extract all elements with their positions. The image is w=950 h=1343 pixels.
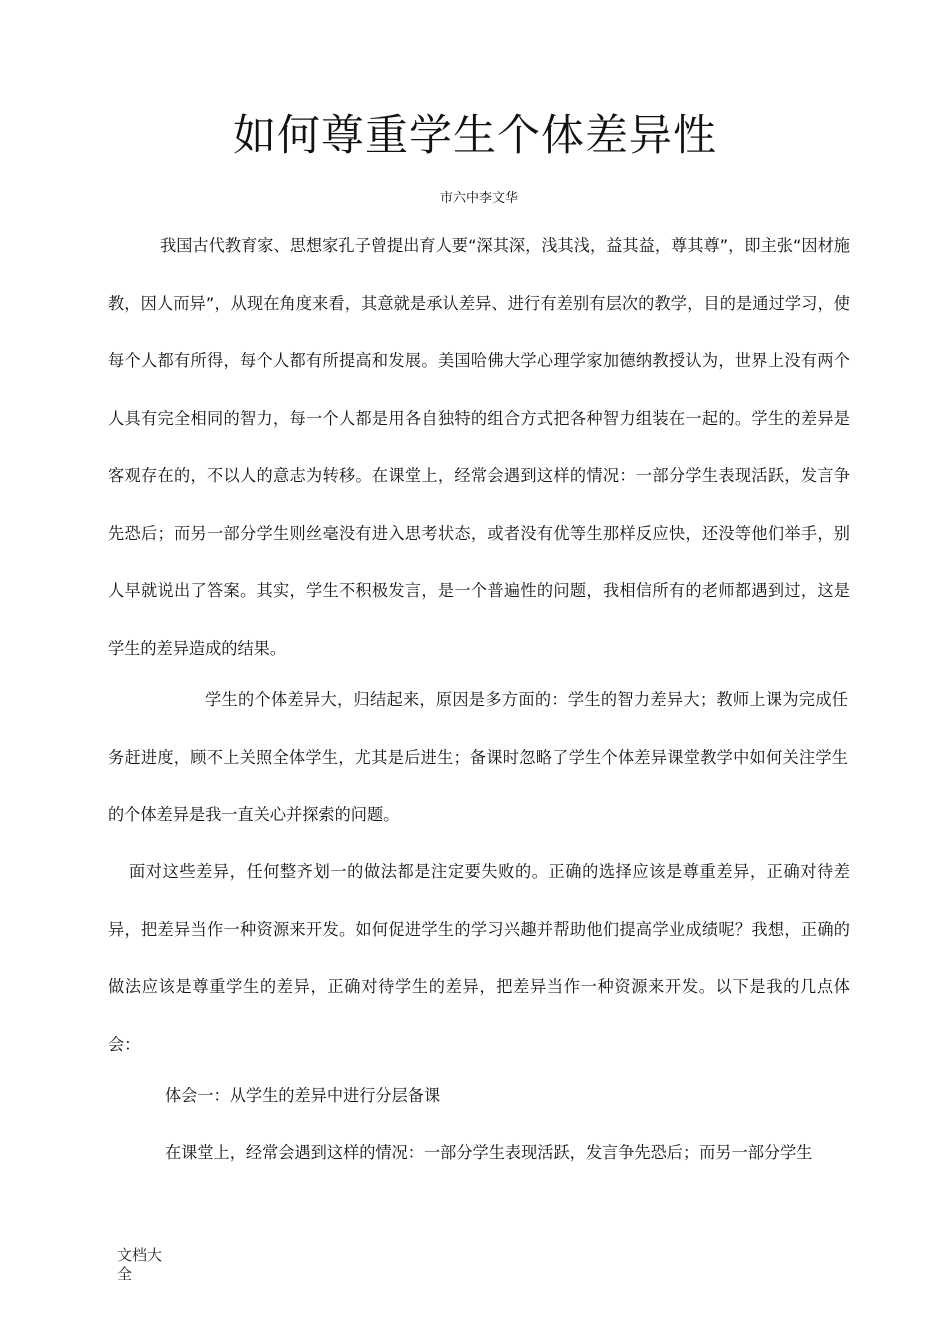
section-heading-1: 体会一：从学生的差异中进行分层备课 xyxy=(165,1086,441,1105)
paragraph-intro: 我国古代教育家、思想家孔子曾提出育人要“深其深，浅其浅，益其益，尊其尊”，即主张“因材施教，因人而异”，从现在角度来看，其意就是承认差异、进行有差别有层次的教学，目的是通过学习，使每个人都有所得，每个人都有所提高和发展。美国哈佛大学心理学家加德纳教授认为，世界上没有两个人具有完全相同的智力，每一个人都是用各自独特的组合方式把各种智力组装在一起的。学生的差异是客观存在的，不以人的意志为转移。在课堂上，经常会遇到这样的情况：一部分学生表现活跃，发言争先恐后；而另一部分学生则丝毫没有进入思考状态，或者没有优等生那样反应快，还没等他们举手，别人早就说出了答案。其实，学生不积极发言，是一个普遍性的问题，我相信所有的老师都遇到过，这是学生的差异造成的结果。 xyxy=(108,236,850,658)
page-footer: 文档大全 xyxy=(117,1246,163,1283)
paragraph-section-1: 在课堂上，经常会遇到这样的情况：一部分学生表现活跃，发言争先恐后；而另一部分学生 xyxy=(165,1143,813,1162)
paragraph-approach: 面对这些差异，任何整齐划一的做法都是注定要失败的。正确的选择应该是尊重差异，正确对待差异，把差异当作一种资源来开发。如何促进学生的学习兴趣并帮助他们提高学业成绩呢？我想，正确的做法应该是尊重学生的差异，正确对待学生的差异，把差异当作一种资源来开发。以下是我的几点体会： xyxy=(108,862,850,1054)
document-title: 如何尊重学生个体差异性 xyxy=(233,111,717,161)
paragraph-causes: 学生的个体差异大，归结起来，原因是多方面的：学生的智力差异大；教师上课为完成任务赶进度，顾不上关照全体学生，尤其是后进生；备课时忽略了学生个体差异课堂教学中如何关注学生的个体差异是我一直关心并探索的问题。 xyxy=(108,690,848,824)
author-line: 市六中李文华 xyxy=(439,191,518,206)
